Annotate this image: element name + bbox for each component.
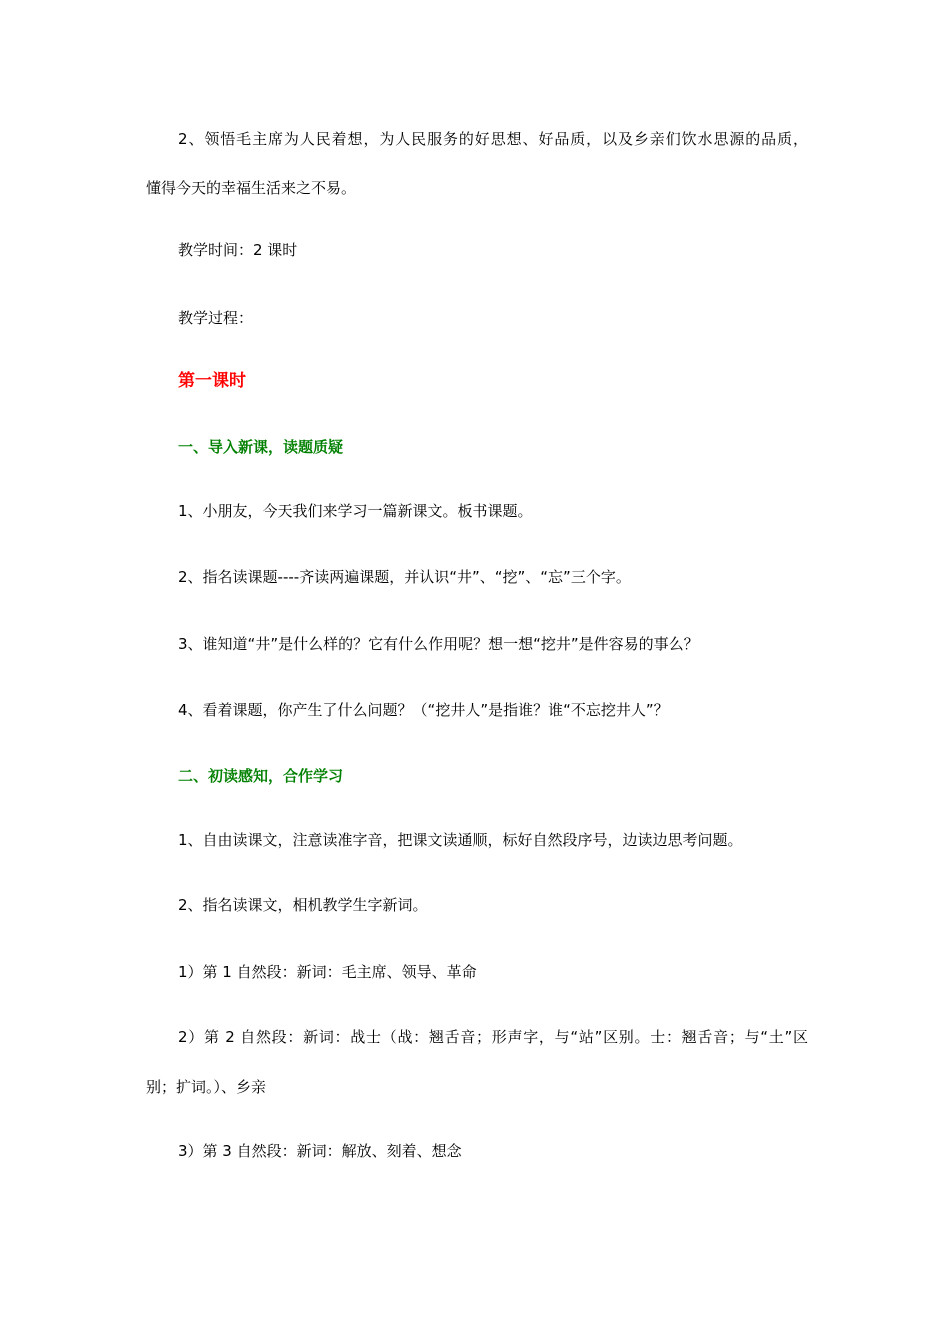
objective-2-line-2: 懂得今天的幸福生活来之不易。 xyxy=(146,179,357,197)
section-one-title: 一、导入新课，读题质疑 xyxy=(178,438,344,456)
section-two-title: 二、初读感知，合作学习 xyxy=(178,767,344,785)
teaching-process-label: 教学过程： xyxy=(178,309,254,327)
teaching-time: 教学时间：2 课时 xyxy=(178,241,298,259)
lesson-one-title: 第一课时 xyxy=(178,371,246,391)
section-one-item-2: 2、指名读课题----齐读两遍课题，并认识“井”、“挖”、“忘”三个字。 xyxy=(178,568,631,586)
paragraph-2-vocab-line-2: 别；扩词。）、乡亲 xyxy=(146,1078,267,1096)
section-one-item-3: 3、谁知道“井”是什么样的？它有什么作用呢？想一想“挖井”是件容易的事么？ xyxy=(178,635,699,653)
section-one-item-4: 4、看着课题，你产生了什么问题？（“挖井人”是指谁？谁“不忘挖井人”？ xyxy=(178,701,669,719)
section-two-item-2: 2、指名读课文，相机教学生字新词。 xyxy=(178,896,428,914)
section-two-item-1: 1、自由读课文，注意读准字音，把课文读通顺，标好自然段序号，边读边思考问题。 xyxy=(178,831,743,849)
objective-2-line-1: 2、领悟毛主席为人民着想，为人民服务的好思想、好品质，以及乡亲们饮水思源的品质， xyxy=(178,130,808,148)
section-one-item-1: 1、小朋友，今天我们来学习一篇新课文。板书课题。 xyxy=(178,502,533,520)
paragraph-1-vocab: 1）第 1 自然段：新词：毛主席、领导、革命 xyxy=(178,963,477,981)
paragraph-3-vocab: 3）第 3 自然段：新词：解放、刻着、想念 xyxy=(178,1142,462,1160)
paragraph-2-vocab-line-1: 2）第 2 自然段：新词：战士（战：翘舌音；形声字，与“站”区别。士：翘舌音；与“土”区 xyxy=(178,1028,808,1046)
